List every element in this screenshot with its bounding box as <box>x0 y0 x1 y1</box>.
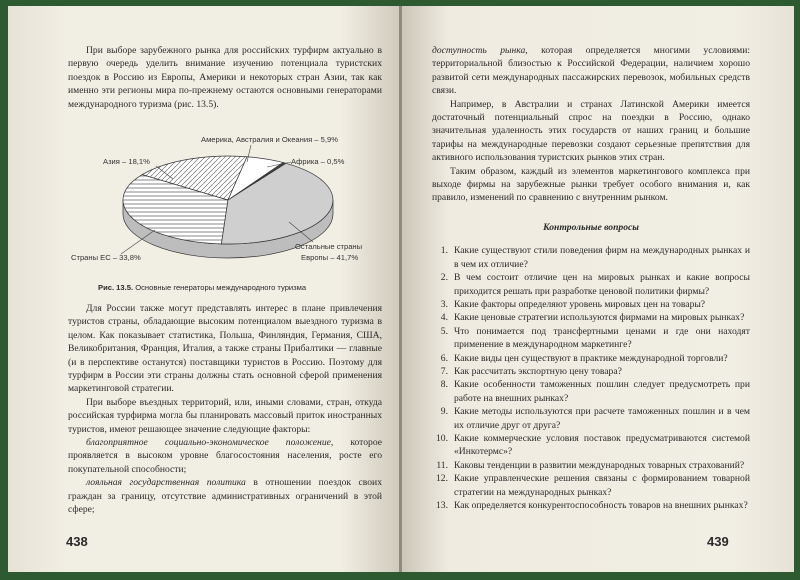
left-paragraph-1: При выборе зарубежного рынка для российских турфирм актуально в первую очередь уделить внимание изучению потенциала туристских поездок в Россию из Европы, Америки и некоторых стран Азии, так как именно эти регионы мира по-прежнему остаются основными генераторами международного туризма (рис. 13.5). <box>68 45 382 110</box>
question-item <box>432 244 750 271</box>
question-item <box>432 298 750 311</box>
question-number: 1. <box>440 245 448 257</box>
label-eu: Страны ЕС – 33,8% <box>71 253 141 262</box>
question-number: 10. <box>436 432 448 444</box>
left-page-number: 438 <box>66 534 88 549</box>
question-text: Что понимается под трансфертными ценами и где они находят применение в международном маркетинге? <box>454 325 750 351</box>
caption-number: Рис. 13.5. <box>98 283 134 292</box>
question-text: Как рассчитать экспортную цену товара? <box>454 365 622 377</box>
question-text: Какие факторы определяют уровень мировых цен на товары? <box>454 298 706 310</box>
question-item <box>432 378 750 405</box>
label-asia: Азия – 18,1% <box>103 157 150 166</box>
right-page-number: 439 <box>707 534 729 549</box>
left-paragraph-5: лояльная государственная политика в отношении поездок своих граждан за границу, отсутствие административных ограничений в этой сфере; <box>68 477 382 516</box>
right-paragraph-2: Например, в Австралии и странах Латинской Америки имеется достаточный потенциальный спрос на поездки в Россию, однако значительная удаленность этих государств от наших границ и большие тарифы на международные перевозки создают серьезные препятствия для активного использования туристских рынков этих стран. <box>432 98 750 164</box>
question-text: Какие коммерческие условия поставок предусматриваются системой «Инкотермс»? <box>454 432 750 458</box>
question-item <box>432 311 750 324</box>
questions-heading: Контрольные вопросы <box>543 221 639 233</box>
question-text: Какие особенности таможенных пошлин следует предусмотреть при работе на внешних рынках? <box>454 379 750 404</box>
question-text: Какие виды цен существуют в практике международной торговли? <box>454 352 728 364</box>
caption-text: Основные генераторы международного туризма <box>135 283 307 292</box>
question-text: Как определяется конкурентоспособность товаров на внешних рынках? <box>454 500 748 511</box>
left-paragraph-2: Для России также могут представлять интерес в плане привлечения туристов страны, обладающие высоким потенциалом выездного туризма в целом. Как показывает статистика, Польша, Финляндия, Германия, США, Великобритания, Франция, Италия, а также страны Прибалтики — главные (и в перспективе останутся) поставщики туристов в Россию. Поэтому для турфирм в России эти страны должны стать основной сферой применения маркетинговой стратегии. <box>68 303 382 395</box>
question-number: 12. <box>436 473 448 485</box>
question-number: 8. <box>440 379 448 391</box>
label-america: Америка, Австралия и Океания – 5,9% <box>201 135 338 144</box>
label-rest-europe-1: Остальные страны <box>295 242 363 251</box>
question-number: 5. <box>440 325 448 337</box>
question-number: 11. <box>436 459 448 471</box>
question-text: Какие методы используются при расчете таможенных пошлин и в чем их отличие друг от друга? <box>454 406 750 431</box>
question-item <box>432 365 750 378</box>
question-item <box>432 499 750 512</box>
question-number: 6. <box>440 352 448 364</box>
question-text: Каковы тенденции в развитии международных товарных страхований? <box>454 459 745 471</box>
left-page <box>8 6 400 572</box>
right-paragraph-1: доступность рынка, которая определяется многими условиями: территориальной близостью к Российской Федерации, наличием хорошо развитой сети международных пассажирских перевозок, мобильных средств связи. <box>432 45 750 97</box>
left-paragraph-4: благоприятное социально-экономическое положение, которое проявляется в высоком уровне благосостояния населения, росте его покупательной способности; <box>68 437 382 475</box>
left-text-bottom <box>68 302 382 517</box>
figure-caption <box>98 283 378 292</box>
label-africa: Африка – 0,5% <box>291 157 345 166</box>
question-text: Какие существуют стили поведения фирм на международных рынках и в чем их отличие? <box>454 245 750 270</box>
right-text <box>432 44 750 512</box>
pie-chart <box>63 134 393 272</box>
question-number: 2. <box>440 272 448 284</box>
question-text: Какие управленческие решения связаны с формированием товарной стратегии на международных рынках? <box>454 473 750 498</box>
question-number: 3. <box>440 298 448 310</box>
left-text-top <box>68 44 382 111</box>
question-item <box>432 352 750 365</box>
question-item <box>432 271 750 298</box>
right-page <box>402 6 794 572</box>
question-item <box>432 459 750 472</box>
left-paragraph-3: При выборе въездных территорий, или, иными словами, стран, откуда российская турфирма могла бы планировать массовый приток иностранных туристов, имеют решающее значение следующие факторы: <box>68 396 382 435</box>
question-text: Какие ценовые стратегии используются фирмами на мировых рынках? <box>454 312 745 324</box>
question-number: 4. <box>440 312 448 324</box>
question-number: 9. <box>440 406 448 418</box>
question-item <box>432 405 750 432</box>
question-item <box>432 472 750 499</box>
questions-list <box>432 244 750 512</box>
question-item <box>432 432 750 459</box>
book-spread <box>8 6 794 572</box>
question-number: 7. <box>440 365 448 377</box>
question-number: 13. <box>436 500 448 511</box>
label-rest-europe-2: Европы – 41,7% <box>301 253 359 262</box>
right-paragraph-3: Таким образом, каждый из элементов маркетингового комплекса при выходе фирмы на зарубежные рынки требует особого внимания и, как правило, изменений по сравнению с внутренним рынком. <box>432 165 750 204</box>
question-item <box>432 325 750 352</box>
question-text: В чем состоит отличие цен на мировых рынках и какие вопросы приходится решать при разработке ценовой политики фирмы? <box>454 272 750 297</box>
